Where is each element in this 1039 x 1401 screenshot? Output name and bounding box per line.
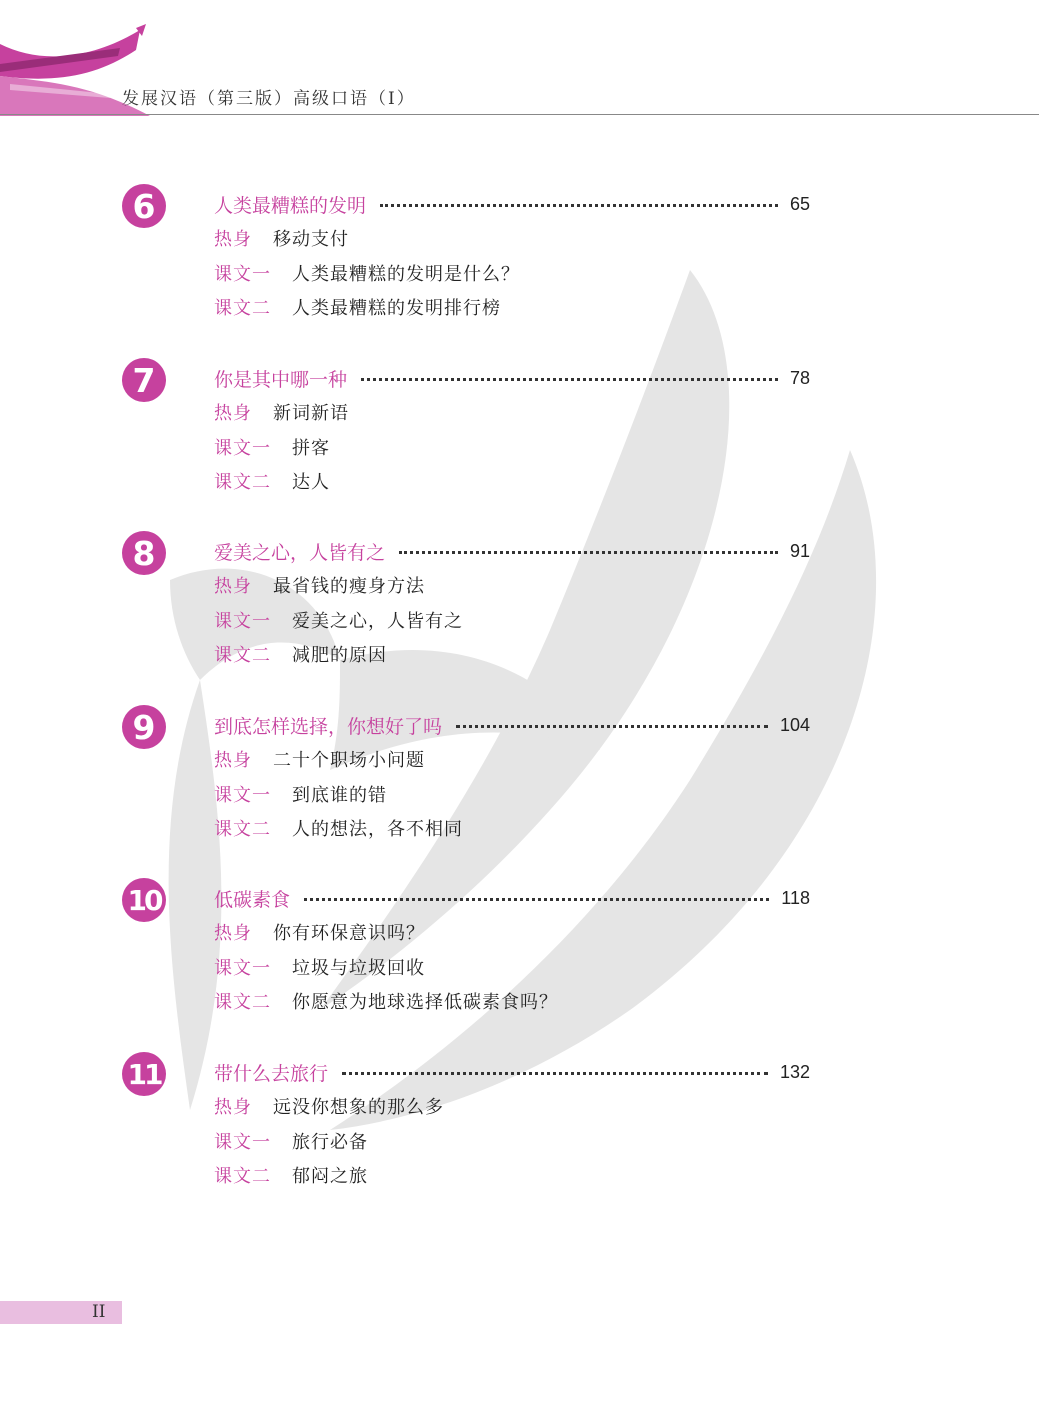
unit-title[interactable]: 低碳素食 (214, 888, 291, 911)
dot-leader (304, 898, 769, 901)
lesson1-row[interactable] (214, 953, 425, 981)
warmup-text: 二十个职场小问题 (273, 750, 425, 771)
lesson2-row[interactable] (214, 1161, 368, 1189)
lesson1-label: 课文一 (214, 1132, 271, 1153)
unit-10 (0, 883, 1039, 1048)
lesson2-label: 课文二 (214, 645, 271, 666)
page-number: 65 (789, 193, 810, 214)
dot-leader (361, 378, 778, 381)
lesson1-label: 课文一 (214, 611, 271, 632)
lesson2-label: 课文二 (214, 992, 271, 1013)
lesson2-label: 课文二 (214, 298, 271, 319)
lesson2-text: 你愿意为地球选择低碳素食吗？ (292, 992, 558, 1013)
unit-title[interactable]: 人类最糟糕的发明 (214, 194, 367, 217)
lesson1-text: 到底谁的错 (292, 785, 387, 806)
lesson2-label: 课文二 (214, 819, 271, 840)
warmup-row[interactable] (214, 398, 349, 426)
lesson2-text: 减肥的原因 (292, 645, 387, 666)
page-marker: II (92, 1302, 106, 1322)
lesson2-row[interactable] (214, 814, 463, 842)
unit-title[interactable]: 带什么去旅行 (214, 1062, 329, 1085)
unit-title-row[interactable] (214, 537, 810, 565)
warmup-row[interactable] (214, 224, 349, 252)
unit-7 (0, 360, 1039, 528)
warmup-label: 热身 (214, 229, 252, 250)
unit-number-badge: 11 (122, 1052, 166, 1096)
unit-number-badge: 7 (122, 358, 166, 402)
lesson2-label: 课文二 (214, 472, 271, 493)
lesson1-text: 垃圾与垃圾回收 (292, 958, 425, 979)
warmup-row[interactable] (214, 918, 425, 946)
lesson2-text: 郁闷之旅 (292, 1166, 368, 1187)
unit-title[interactable]: 到底怎样选择，你想好了吗 (214, 715, 443, 738)
unit-11 (0, 1057, 1039, 1222)
lesson1-row[interactable] (214, 433, 330, 461)
unit-title-row[interactable] (214, 884, 810, 912)
warmup-text: 新词新语 (273, 403, 349, 424)
unit-title-row[interactable] (214, 711, 810, 739)
lesson1-text: 爱美之心，人皆有之 (292, 611, 463, 632)
unit-6 (0, 186, 1039, 354)
dot-leader (380, 204, 778, 207)
book-title: 发展汉语（第三版）高级口语（Ⅰ） (122, 89, 416, 109)
warmup-label: 热身 (214, 750, 252, 771)
unit-number-badge: 9 (122, 705, 166, 749)
lesson2-text: 人的想法，各不相同 (292, 819, 463, 840)
unit-8 (0, 533, 1039, 701)
unit-number-badge: 10 (122, 878, 166, 922)
lesson1-text: 拼客 (292, 438, 330, 459)
page-number: 132 (779, 1061, 810, 1082)
lesson2-text: 人类最糟糕的发明排行榜 (292, 298, 501, 319)
lesson1-text: 人类最糟糕的发明是什么？ (292, 264, 520, 285)
dot-leader (456, 725, 768, 728)
warmup-text: 最省钱的瘦身方法 (273, 576, 425, 597)
page-number: 118 (781, 887, 810, 908)
unit-number-badge: 6 (122, 184, 166, 228)
lesson2-label: 课文二 (214, 1166, 271, 1187)
lesson1-label: 课文一 (214, 785, 271, 806)
page-number: 91 (789, 540, 810, 561)
unit-title-row[interactable] (214, 364, 810, 392)
unit-title[interactable]: 爱美之心，人皆有之 (214, 541, 386, 564)
dot-leader (399, 551, 778, 554)
unit-title-row[interactable] (214, 190, 810, 218)
dot-leader (342, 1072, 768, 1075)
lesson2-row[interactable] (214, 293, 501, 321)
warmup-text: 移动支付 (273, 229, 349, 250)
unit-9 (0, 707, 1039, 875)
warmup-label: 热身 (214, 1097, 252, 1118)
page-number: 78 (789, 367, 810, 388)
lesson2-text: 达人 (292, 472, 330, 493)
unit-title-row[interactable] (214, 1058, 810, 1086)
warmup-row[interactable] (214, 745, 425, 773)
warmup-label: 热身 (214, 923, 252, 944)
unit-number-badge: 8 (122, 531, 166, 575)
lesson1-row[interactable] (214, 1127, 368, 1155)
lesson2-row[interactable] (214, 640, 387, 668)
lesson1-row[interactable] (214, 780, 387, 808)
lesson2-row[interactable] (214, 467, 330, 495)
warmup-label: 热身 (214, 403, 252, 424)
warmup-row[interactable] (214, 1092, 444, 1120)
warmup-label: 热身 (214, 576, 252, 597)
lesson1-row[interactable] (214, 606, 463, 634)
warmup-text: 远没你想象的那么多 (273, 1097, 444, 1118)
warmup-text: 你有环保意识吗？ (273, 923, 425, 944)
warmup-row[interactable] (214, 571, 425, 599)
lesson1-text: 旅行必备 (292, 1132, 368, 1153)
lesson1-label: 课文一 (214, 264, 271, 285)
lesson1-label: 课文一 (214, 438, 271, 459)
page-number: 104 (779, 714, 810, 735)
lesson1-row[interactable] (214, 259, 520, 287)
unit-title[interactable]: 你是其中哪一种 (214, 368, 348, 391)
lesson1-label: 课文一 (214, 958, 271, 979)
lesson2-row[interactable] (214, 987, 558, 1015)
